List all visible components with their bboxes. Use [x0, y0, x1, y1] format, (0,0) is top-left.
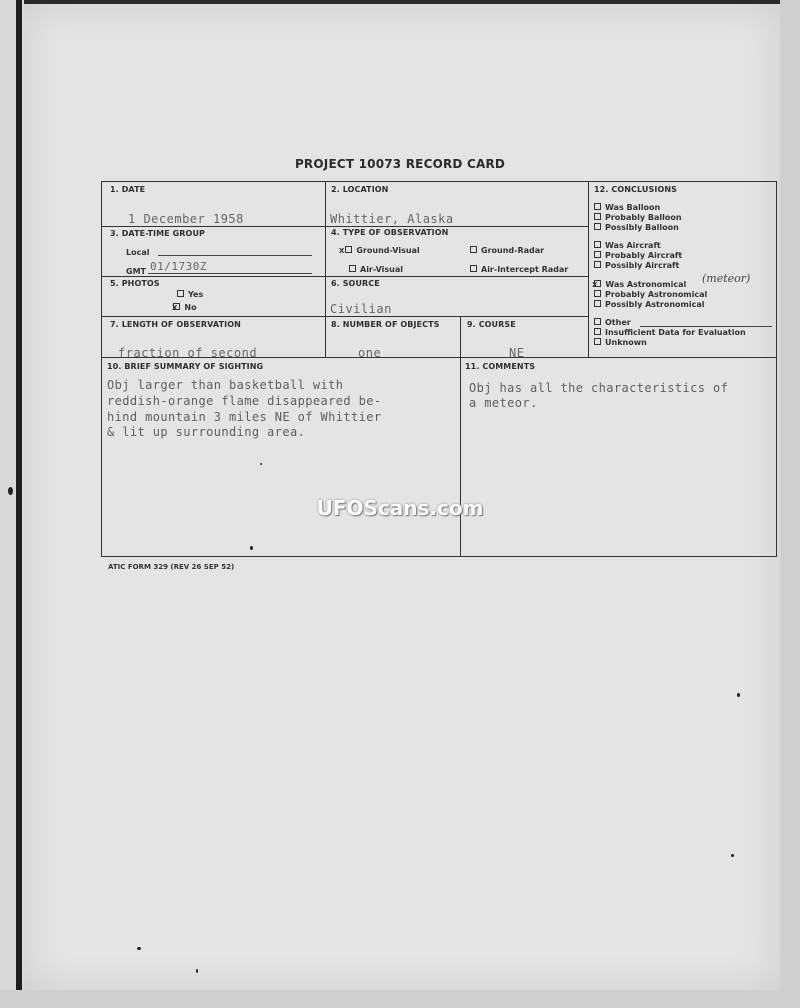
checkbox	[594, 241, 601, 248]
conclusion-text: Probably Aircraft	[605, 251, 683, 260]
conclusion-text: Was Balloon	[605, 203, 661, 212]
conclusion-possibly-balloon	[594, 223, 679, 232]
conclusion-text: Was Aircraft	[605, 241, 661, 250]
option-photos-no	[172, 303, 197, 312]
checkbox	[594, 338, 601, 345]
date-label: 1. DATE	[110, 185, 146, 194]
checkbox	[594, 318, 601, 325]
checkbox	[594, 203, 601, 210]
conclusion-probably-astronomical	[594, 290, 707, 299]
course-value: NE	[509, 346, 525, 360]
conclusions-label: 12. CONCLUSIONS	[594, 185, 677, 194]
checkbox-air-visual	[349, 265, 356, 272]
conclusion-insufficient-data	[594, 328, 746, 337]
location-label: 2. LOCATION	[331, 185, 389, 194]
date-value: 1 December 1958	[128, 212, 244, 226]
divider-summary-comments	[460, 357, 461, 557]
checkbox-photos-yes	[177, 290, 184, 297]
divider-row-3	[101, 316, 588, 317]
scan-speck	[250, 546, 253, 550]
checkbox	[594, 261, 601, 268]
conclusion-text: Unknown	[605, 338, 647, 347]
gmt-value: 01/1730Z	[150, 260, 207, 273]
summary-line: Obj larger than basketball with	[107, 378, 344, 392]
conclusion-text: Other	[605, 318, 631, 327]
scan-bottom-edge	[0, 990, 800, 1008]
conclusion-was-aircraft	[594, 241, 661, 250]
checkbox	[594, 223, 601, 230]
source-value: Civilian	[330, 302, 392, 316]
scan-speck	[731, 854, 734, 857]
divider-col-conclusions	[588, 181, 589, 357]
number-of-objects-value: one	[358, 346, 382, 360]
comments-line: Obj has all the characteristics of	[469, 381, 729, 395]
ground-visual-text: Ground-Visual	[356, 246, 420, 255]
conclusion-text: Possibly Balloon	[605, 223, 679, 232]
checkbox	[594, 290, 601, 297]
gmt-label: GMT	[126, 267, 146, 276]
conclusion-text: Was Astronomical	[605, 280, 687, 289]
other-underline	[640, 326, 772, 327]
photos-label: 5. PHOTOS	[110, 279, 160, 288]
air-visual-text: Air-Visual	[360, 265, 404, 274]
date-time-group-label: 3. DATE-TIME GROUP	[110, 229, 205, 238]
course-label: 9. COURSE	[467, 320, 516, 329]
air-intercept-radar-text: Air-Intercept Radar	[481, 265, 569, 274]
summary-line: & lit up surrounding area.	[107, 425, 306, 439]
checkbox	[594, 300, 601, 307]
checked-mark: X	[339, 247, 345, 255]
conclusion-text: Probably Balloon	[605, 213, 682, 222]
summary-line: hind mountain 3 miles NE of Whittier	[107, 410, 382, 424]
checkbox-ground-radar	[470, 246, 477, 253]
source-label: 6. SOURCE	[331, 279, 380, 288]
option-ground-visual	[339, 246, 420, 255]
scan-speck	[8, 487, 13, 495]
photos-checked-mark: X	[172, 304, 178, 312]
scan-speck	[137, 947, 141, 950]
watermark: UFOScans.com	[316, 496, 484, 520]
option-air-visual	[349, 265, 403, 274]
length-of-observation-value: fraction of second	[118, 346, 258, 360]
conclusion-other	[594, 318, 631, 327]
divider-row-1	[101, 226, 588, 227]
photos-no-text: No	[184, 303, 197, 312]
checkbox	[594, 213, 601, 220]
scan-speck	[260, 463, 262, 465]
option-air-intercept-radar	[470, 265, 568, 274]
conclusion-text: Insufficient Data for Evaluation	[605, 328, 746, 337]
checkbox	[594, 280, 601, 287]
divider-col-1	[325, 181, 326, 357]
option-photos-yes	[177, 290, 203, 299]
conclusion-was-balloon	[594, 203, 660, 212]
local-label: Local	[126, 248, 150, 257]
local-underline	[158, 255, 312, 256]
comments-line: a meteor.	[469, 396, 538, 410]
form-number: ATIC FORM 329 (REV 26 SEP 52)	[108, 563, 235, 571]
conclusion-unknown	[594, 338, 647, 347]
conclusion-was-astronomical	[592, 280, 686, 289]
checkbox	[594, 328, 601, 335]
conclusion-probably-aircraft	[594, 251, 682, 260]
conclusion-text: Possibly Astronomical	[605, 300, 705, 309]
astronomical-checked-mark: X	[592, 281, 598, 289]
conclusion-probably-balloon	[594, 213, 682, 222]
option-ground-radar	[470, 246, 544, 255]
summary-line: reddish-orange flame disappeared be-	[107, 394, 382, 408]
scan-speck	[196, 969, 198, 973]
astronomical-handwritten-note: (meteor)	[702, 272, 751, 285]
divider-row-2	[101, 276, 588, 277]
length-of-observation-label: 7. LENGTH OF OBSERVATION	[110, 320, 241, 329]
conclusion-text: Probably Astronomical	[605, 290, 708, 299]
conclusion-text: Possibly Aircraft	[605, 261, 680, 270]
checkbox-air-intercept-radar	[470, 265, 477, 272]
checkbox	[594, 251, 601, 258]
conclusion-possibly-aircraft	[594, 261, 679, 270]
gmt-underline	[148, 273, 312, 274]
checkbox-photos-no	[173, 303, 180, 310]
checkbox-ground-visual	[345, 246, 352, 253]
type-of-observation-label: 4. TYPE OF OBSERVATION	[331, 228, 449, 237]
location-value: Whittier, Alaska	[330, 212, 454, 226]
number-of-objects-label: 8. NUMBER OF OBJECTS	[331, 320, 440, 329]
conclusion-possibly-astronomical	[594, 300, 704, 309]
comments-label: 11. COMMENTS	[465, 362, 536, 371]
scan-speck	[737, 693, 740, 697]
divider-col-course	[460, 316, 461, 357]
ground-radar-text: Ground-Radar	[481, 246, 545, 255]
brief-summary-label: 10. BRIEF SUMMARY OF SIGHTING	[107, 362, 264, 371]
photos-yes-text: Yes	[188, 290, 204, 299]
page-title: PROJECT 10073 RECORD CARD	[294, 157, 506, 171]
